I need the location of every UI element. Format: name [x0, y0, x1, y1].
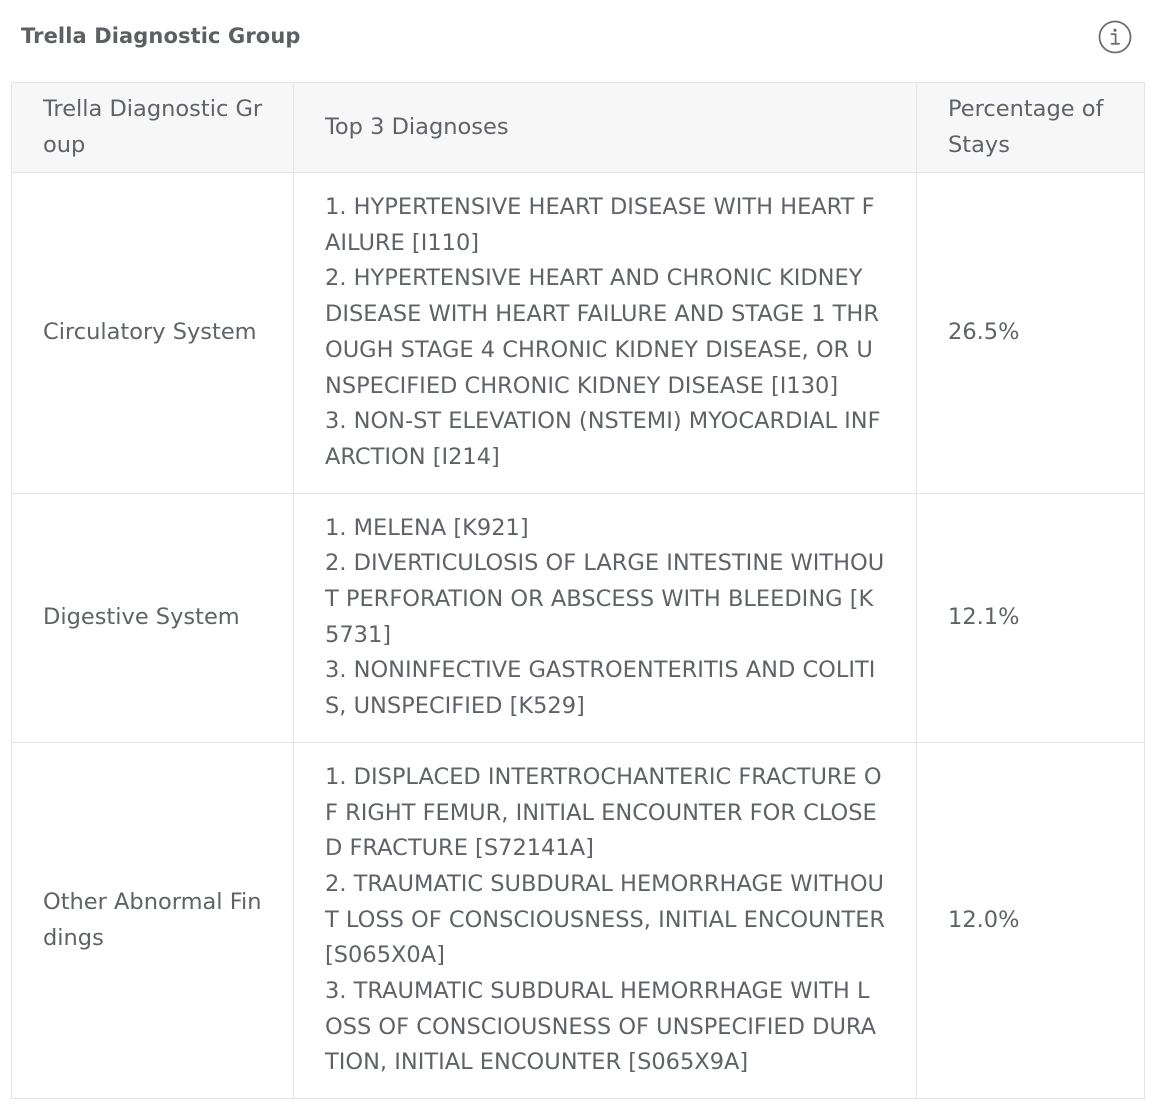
diagnosis-item: 3. NONINFECTIVE GASTROENTERITIS AND COLITIS, UNSPECIFIED [K529]	[325, 657, 876, 720]
diagnosis-item: 2. HYPERTENSIVE HEART AND CHRONIC KIDNEY DISEASE WITH HEART FAILURE AND STAGE 1 THROUGH STAGE 4 CHRONIC KIDNEY DISEASE, OR UNSPECIFIED CHRONIC KIDNEY DISEASE [I130]	[325, 265, 879, 399]
table-row	[12, 173, 1145, 494]
diagnostic-group-table	[11, 82, 1145, 1099]
info-icon[interactable]	[1098, 20, 1132, 54]
table-row	[12, 742, 1145, 1098]
percentage-cell: 12.1%	[917, 493, 1145, 742]
table-row	[12, 493, 1145, 742]
percentage-cell: 12.0%	[917, 742, 1145, 1098]
diagnoses-cell	[294, 742, 917, 1098]
info-circle-icon	[1098, 20, 1132, 54]
diagnosis-item: 1. DISPLACED INTERTROCHANTERIC FRACTURE OF RIGHT FEMUR, INITIAL ENCOUNTER FOR CLOSED FRACTURE [S72141A]	[325, 763, 882, 862]
diagnosis-item: 3. NON-ST ELEVATION (NSTEMI) MYOCARDIAL INFARCTION [I214]	[325, 408, 881, 470]
table-header-row	[12, 83, 1145, 173]
diagnosis-item: 2. TRAUMATIC SUBDURAL HEMORRHAGE WITHOUT LOSS OF CONSCIOUSNESS, INITIAL ENCOUNTER [S065X0A]	[325, 870, 886, 969]
diagnosis-item: 3. TRAUMATIC SUBDURAL HEMORRHAGE WITH LOSS OF CONSCIOUSNESS OF UNSPECIFIED DURATION, INITIAL ENCOUNTER [S065X9A]	[325, 978, 877, 1076]
diagnosis-item: 1. HYPERTENSIVE HEART DISEASE WITH HEART FAILURE [I110]	[325, 194, 875, 256]
column-header-group[interactable]: Trella Diagnostic Group	[12, 83, 294, 173]
diagnoses-cell	[294, 493, 917, 742]
card-title: Trella Diagnostic Group	[21, 24, 301, 48]
group-cell: Digestive System	[12, 493, 294, 742]
group-cell: Circulatory System	[12, 173, 294, 494]
diagnosis-item: 1. MELENA [K921]	[325, 514, 529, 541]
diagnosis-item: 2. DIVERTICULOSIS OF LARGE INTESTINE WITHOUT PERFORATION OR ABSCESS WITH BLEEDING [K5731]	[325, 550, 885, 648]
group-cell: Other Abnormal Findings	[12, 742, 294, 1098]
diagnoses-cell	[294, 173, 917, 494]
column-header-diagnoses[interactable]: Top 3 Diagnoses	[294, 83, 917, 173]
column-header-percentage[interactable]: Percentage of Stays	[917, 83, 1145, 173]
percentage-cell: 26.5%	[917, 173, 1145, 494]
